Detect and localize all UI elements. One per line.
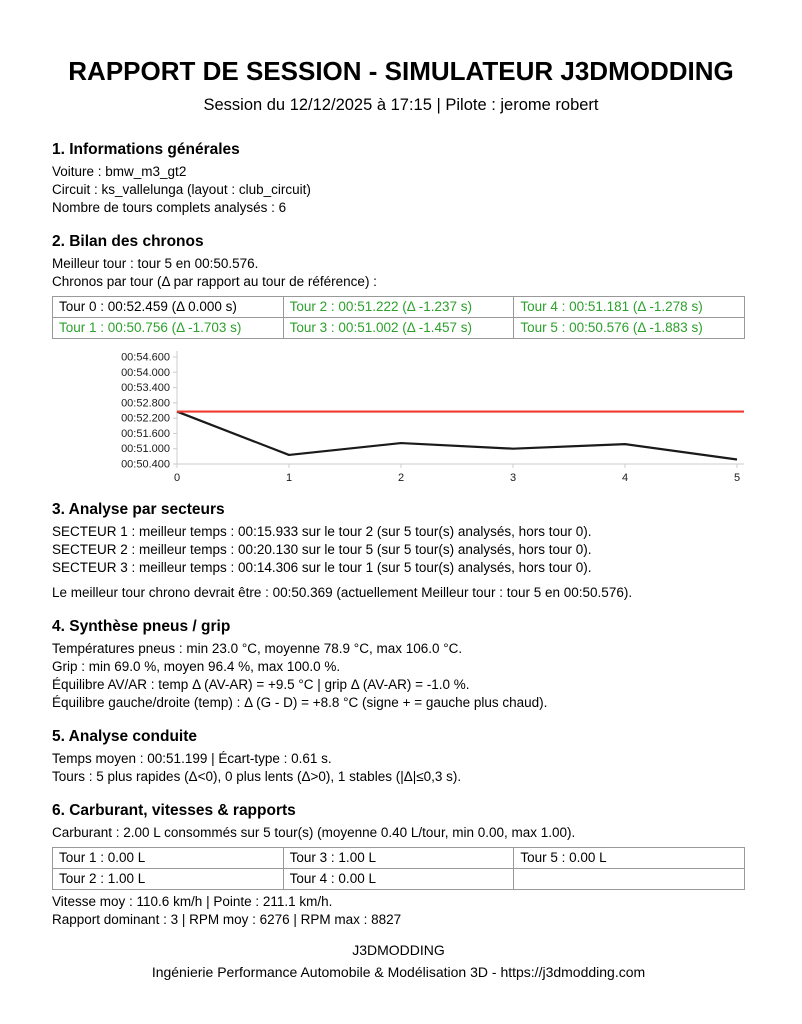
tyre-temp-line: Températures pneus : min 23.0 °C, moyenne 78.9 °C, max 106.0 °C. [52,641,463,656]
section-heading-pneus: 4. Synthèse pneus / grip [52,618,231,635]
x-tick-label: 3 [509,472,517,484]
section-heading-conduite: 5. Analyse conduite [52,728,197,745]
lap-times-line [177,412,737,460]
x-tick-label: 0 [173,472,181,484]
best-lap-line: Meilleur tour : tour 5 en 00:50.576. [52,256,259,271]
section-heading-chronos: 2. Bilan des chronos [52,233,204,250]
laps-table-row [53,297,745,318]
fuel-cell-5: Tour 5 : 0.00 L [514,848,745,869]
footer-tagline: Ingénierie Performance Automobile & Modélisation 3D - https://j3dmodding.com [151,964,646,980]
page-title: RAPPORT DE SESSION - SIMULATEUR J3DMODDING [68,56,734,86]
x-tick-label: 5 [733,472,741,484]
x-tick-label: 2 [397,472,405,484]
lap-stability-line: Tours : 5 plus rapides (Δ<0), 0 plus lents (Δ>0), 1 stables (|Δ|≤0,3 s). [52,769,462,784]
report-body [52,140,745,982]
fuel-table-row [53,869,745,890]
lap-times-chart [92,351,745,485]
sector-line-1: SECTEUR 1 : meilleur temps : 00:15.933 sur le tour 2 (sur 5 tour(s) analysés, hors tour 0). [52,524,592,539]
info-line-nb-tours: Nombre de tours complets analysés : 6 [52,200,287,215]
y-tick-label: 00:52.800 [121,397,170,410]
balance-gd-line: Équilibre gauche/droite (temp) : Δ (G - D) = +8.8 °C (signe + = gauche plus chaud). [52,695,548,710]
theoretical-best-line: Le meilleur tour chrono devrait être : 00:50.369 (actuellement Meilleur tour : tour 5 en 00:50.576). [52,585,633,600]
fuel-cell-2: Tour 2 : 1.00 L [53,869,284,890]
section-heading-secteurs: 3. Analyse par secteurs [52,501,225,518]
y-tick-label: 00:51.000 [121,443,170,456]
x-tick-label: 4 [621,472,629,484]
speed-line: Vitesse moy : 110.6 km/h | Pointe : 211.1 km/h. [52,894,333,909]
fuel-table-row [53,848,745,869]
section-heading-infos: 1. Informations générales [52,141,240,158]
section-heading-carburant: 6. Carburant, vitesses & rapports [52,802,296,819]
y-tick-label: 00:54.000 [121,366,170,379]
fuel-cell-empty [514,869,745,890]
lap-cell-1: Tour 1 : 00:50.756 (Δ -1.703 s) [53,318,284,339]
fuel-summary-line: Carburant : 2.00 L consommés sur 5 tour(s) (moyenne 0.40 L/tour, min 0.00, max 1.00). [52,825,576,840]
info-line-voiture: Voiture : bmw_m3_gt2 [52,164,187,179]
fuel-cell-4: Tour 4 : 0.00 L [283,869,514,890]
fuel-cell-1: Tour 1 : 0.00 L [53,848,284,869]
report-footer [52,941,745,982]
balance-avar-line: Équilibre AV/AR : temp Δ (AV-AR) = +9.5 °C | grip Δ (AV-AR) = -1.0 %. [52,677,470,692]
grip-line: Grip : min 69.0 %, moyen 96.4 %, max 100.0 %. [52,659,341,674]
sector-line-3: SECTEUR 3 : meilleur temps : 00:14.306 sur le tour 1 (sur 5 tour(s) analysés, hors tour 0). [52,560,592,575]
laps-table [52,296,745,339]
lap-times-chart-svg [92,351,747,485]
lap-cell-3: Tour 3 : 00:51.002 (Δ -1.457 s) [283,318,514,339]
gear-rpm-line: Rapport dominant : 3 | RPM moy : 6276 | RPM max : 8827 [52,912,402,927]
y-tick-label: 00:54.600 [121,351,170,364]
fuel-cell-3: Tour 3 : 1.00 L [283,848,514,869]
lap-cell-2: Tour 2 : 00:51.222 (Δ -1.237 s) [283,297,514,318]
y-tick-label: 00:51.600 [121,427,170,440]
footer-brand: J3DMODDING [352,942,445,958]
laps-table-intro: Chronos par tour (Δ par rapport au tour de référence) : [52,274,377,289]
fuel-table [52,847,745,890]
avg-time-line: Temps moyen : 00:51.199 | Écart-type : 0.61 s. [52,751,332,766]
x-tick-label: 1 [285,472,293,484]
page-subtitle: Session du 12/12/2025 à 17:15 | Pilote : jerome robert [203,96,599,114]
lap-cell-5: Tour 5 : 00:50.576 (Δ -1.883 s) [514,318,745,339]
laps-table-row [53,318,745,339]
sector-line-2: SECTEUR 2 : meilleur temps : 00:20.130 sur le tour 5 (sur 5 tour(s) analysés, hors tour 0). [52,542,592,557]
lap-cell-4: Tour 4 : 00:51.181 (Δ -1.278 s) [514,297,745,318]
y-tick-label: 00:53.400 [121,382,170,395]
y-tick-label: 00:50.400 [121,458,170,471]
info-line-circuit: Circuit : ks_vallelunga (layout : club_circuit) [52,182,311,197]
report-header [0,0,802,116]
y-tick-label: 00:52.200 [121,412,170,425]
lap-cell-0: Tour 0 : 00:52.459 (Δ 0.000 s) [53,297,284,318]
